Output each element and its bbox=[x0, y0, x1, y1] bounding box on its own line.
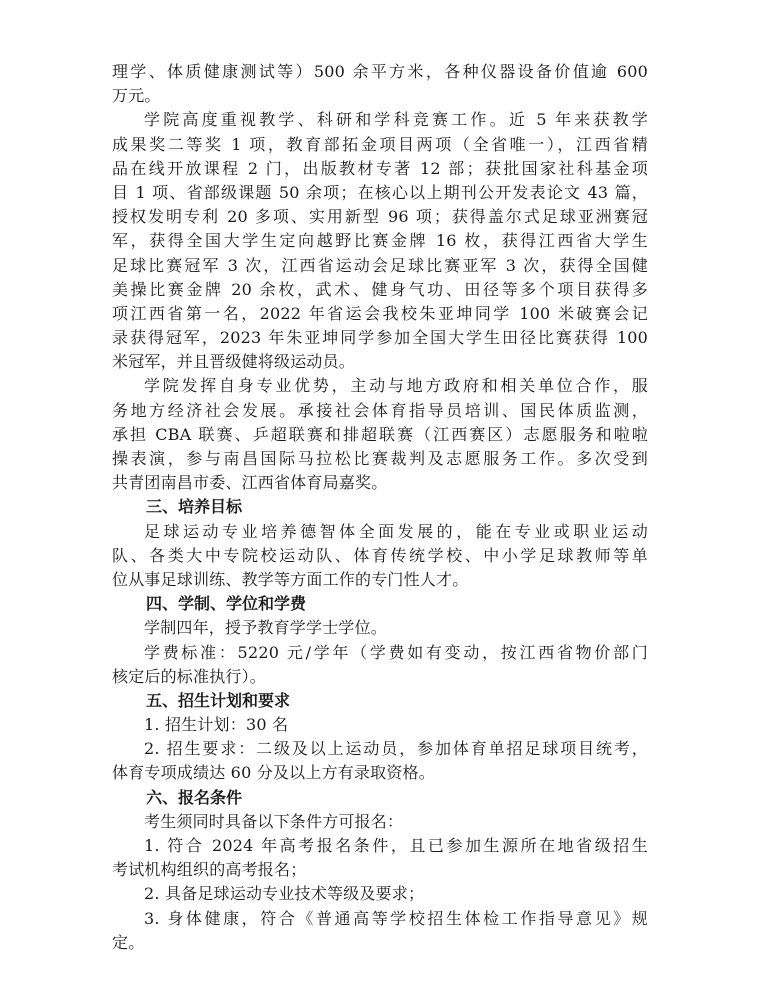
text-line: 务地方经济社会发展。承接社会体育指导员培训、国民体质监测， bbox=[112, 400, 648, 420]
text-line: 足球比赛冠军 3 次，江西省运动会足球比赛亚军 3 次，获得全国健 bbox=[112, 255, 648, 275]
paragraph-goals bbox=[112, 520, 648, 593]
text-line: 位从事足球训练、教学等方面工作的专门性人才。 bbox=[112, 569, 469, 589]
text-line: 队、各类大中专院校运动队、体育传统学校、中小学足球教师等单 bbox=[112, 545, 648, 565]
paragraph-fee bbox=[112, 641, 648, 689]
text-line: 定。 bbox=[112, 932, 145, 952]
text-line: 米冠军，并且晋级健将级运动员。 bbox=[112, 352, 356, 372]
text-line: 军，获得全国大学生定向越野比赛金牌 16 枚，获得江西省大学生 bbox=[112, 231, 648, 251]
paragraph-duration: 学制四年，授予教育学学士学位。 bbox=[144, 618, 388, 638]
text-line: 考试机构组织的高考报名； bbox=[112, 860, 307, 880]
paragraph-service bbox=[112, 374, 648, 495]
document-page bbox=[112, 60, 648, 955]
text-line: 体育专项成绩达 60 分及以上方有录取资格。 bbox=[112, 763, 435, 783]
plan-item-quota: 1. 招生计划：30 名 bbox=[144, 715, 289, 735]
text-line: 学院高度重视教学、科研和学科竞赛工作。近 5 年来获教学 bbox=[144, 110, 648, 130]
section-heading-enrollment-plan: 五、招生计划和要求 bbox=[146, 690, 291, 710]
section-heading-goals: 三、培养目标 bbox=[146, 497, 243, 517]
text-line: 学费标准：5220 元/学年（学费如有变动，按江西省物价部门 bbox=[144, 642, 648, 662]
text-line: 美操比赛金牌 20 余枚，武术、健身气功、田径等多个项目获得多 bbox=[112, 279, 648, 299]
text-line: 足球运动专业培养德智体全面发展的，能在专业或职业运动 bbox=[144, 521, 648, 541]
text-line: 3. 身体健康，符合《普通高等学校招生体检工作指导意见》规 bbox=[144, 908, 648, 928]
paragraph-achievements bbox=[112, 108, 648, 374]
paragraph-facilities bbox=[112, 60, 648, 108]
conditions-intro: 考生须同时具备以下条件方可报名： bbox=[144, 811, 404, 831]
condition-item-2: 2. 具备足球运动专业技术等级及要求； bbox=[144, 884, 425, 904]
text-line: 项江西省第一名，2022 年省运会我校朱亚坤同学 100 米破赛会记 bbox=[112, 303, 648, 323]
text-line: 品在线开放课程 2 门，出版教材专著 12 部；获批国家社科基金项 bbox=[112, 158, 648, 178]
plan-item-requirements bbox=[112, 737, 648, 785]
section-heading-duration-degree-fee: 四、学制、学位和学费 bbox=[146, 594, 307, 614]
text-line: 授权发明专利 20 多项、实用新型 96 项；获得盖尔式足球亚洲赛冠 bbox=[112, 207, 648, 227]
section-heading-registration-conditions: 六、报名条件 bbox=[146, 787, 243, 807]
text-line: 万元。 bbox=[112, 86, 161, 106]
text-line: 理学、体质健康测试等）500 余平方米，各种仪器设备价值逾 600 bbox=[112, 62, 648, 81]
text-line: 学院发挥自身专业优势，主动与地方政府和相关单位合作，服 bbox=[144, 376, 648, 396]
text-line: 承担 CBA 联赛、乒超联赛和排超联赛（江西赛区）志愿服务和啦啦 bbox=[112, 424, 648, 444]
text-line: 1. 符合 2024 年高考报名条件，且已参加生源所在地省级招生 bbox=[144, 836, 648, 855]
text-line: 录获得冠军，2023 年朱亚坤同学参加全国大学生田径比赛获得 100 bbox=[112, 328, 648, 348]
text-line: 核定后的标准执行）。 bbox=[112, 666, 267, 686]
text-line: 操表演，参与南昌国际马拉松比赛裁判及志愿服务工作。多次受到 bbox=[112, 449, 648, 468]
text-line: 共青团南昌市委、江西省体育局嘉奖。 bbox=[112, 473, 388, 493]
condition-item-3 bbox=[112, 907, 648, 955]
text-line: 目 1 项、省部级课题 50 余项；在核心以上期刊公开发表论文 43 篇， bbox=[112, 182, 648, 202]
condition-item-1 bbox=[112, 834, 648, 882]
text-line: 成果奖二等奖 1 项，教育部拓金项目两项（全省唯一），江西省精 bbox=[112, 134, 648, 154]
text-line: 2. 招生要求：二级及以上运动员，参加体育单招足球项目统考， bbox=[144, 739, 648, 759]
